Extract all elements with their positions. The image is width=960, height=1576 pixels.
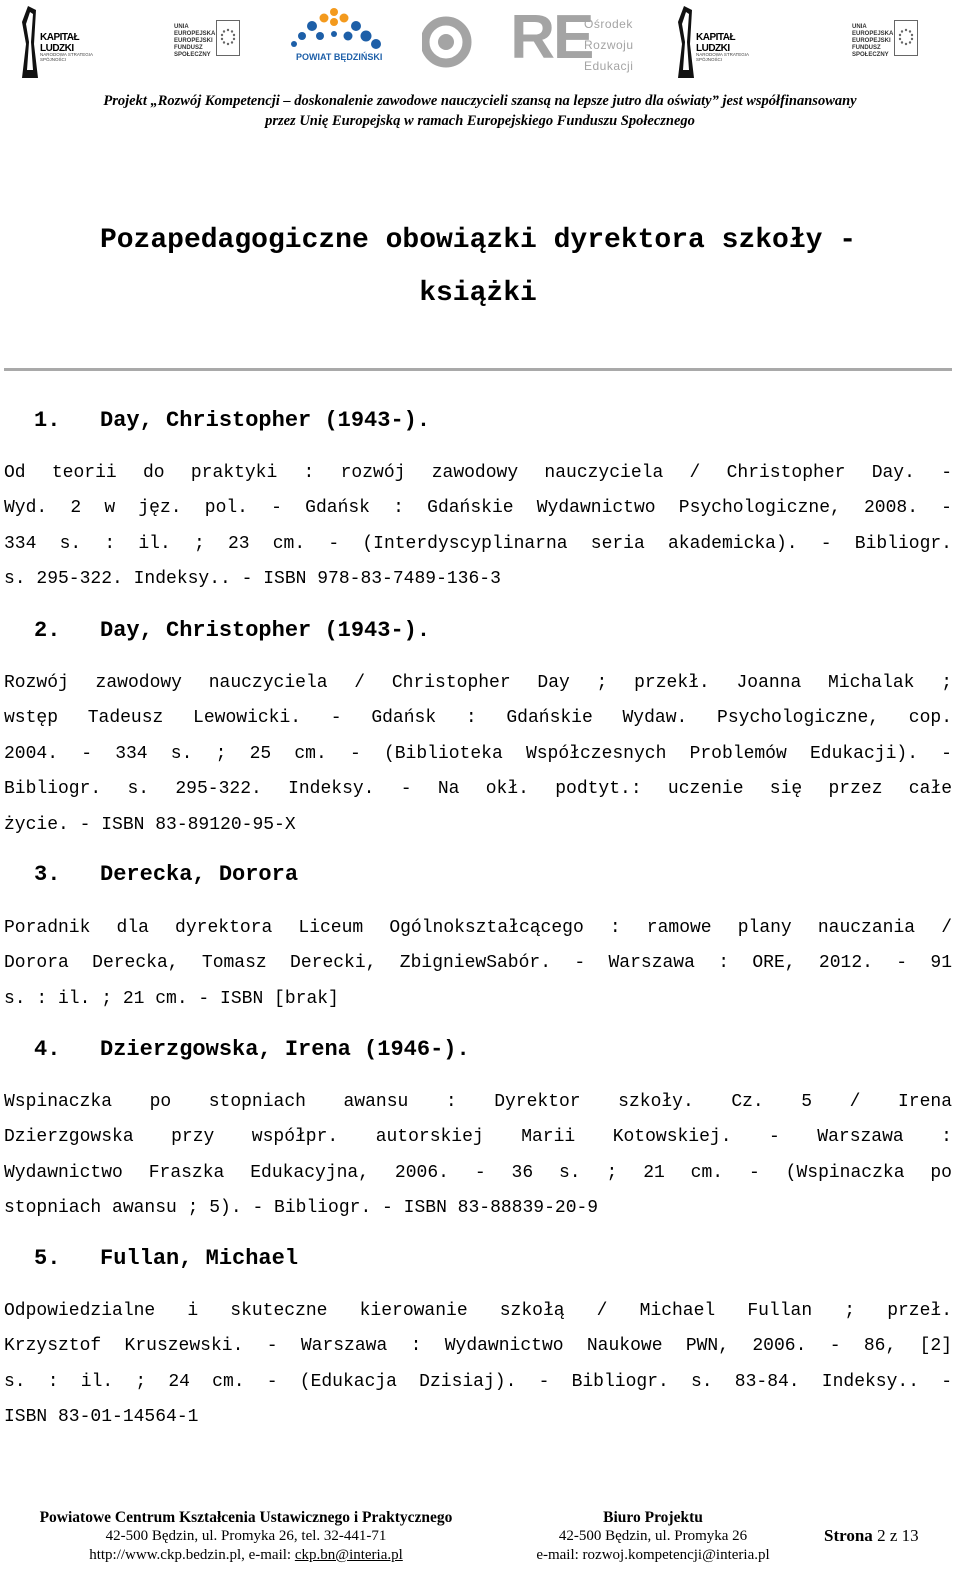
entry-line: 2004. - 334 s. ; 25 cm. - (Biblioteka Współczesnych Problemów Edukacji). - (4, 743, 952, 764)
kapital-ludzki-subtitle: NARODOWA STRATEGIA SPÓJNOŚCI (40, 52, 93, 62)
entry-line: Rozwój zawodowy nauczyciela / Christopher Day ; przekł. Joanna Michalak ; (4, 673, 952, 693)
footer-institution-name: Powiatowe Centrum Kształcenia Ustawicznego i Praktycznego (39, 1509, 453, 1526)
title-divider (4, 368, 952, 371)
entry-line: Wyd. 2 w jęz. pol. - Gdańsk : Gdańskie Wydawnictwo Psychologiczne, 2008. - (4, 498, 952, 519)
entry-description (4, 1085, 952, 1227)
entry-line: stopniach awansu ; 5). - Bibliogr. - ISBN 83-88839-20-9 (4, 1198, 599, 1219)
ore-line2: Rozwoju (584, 38, 634, 52)
entry-line: Dzierzgowska przy współpr. autorskiej Marii Kotowskiej. - Warszawa : (4, 1127, 952, 1148)
entry-heading: 3. Derecka, Dorora (34, 862, 299, 887)
entry-heading: 4. Dzierzgowska, Irena (1946-). (34, 1037, 470, 1062)
eu-flag-icon (894, 20, 918, 56)
footer-project-office (508, 1508, 798, 1565)
document-title-line-2: książki (419, 278, 537, 309)
project-line-1: Projekt „Rozwój Kompetencji – doskonalenie zawodowe nauczycieli szansą na lepsze jutro dla oświaty” jest współfinansowany (103, 93, 857, 109)
entry-line: Krzysztof Kruszewski. - Warszawa : Wydawnictwo Naukowe PWN, 2006. - 86, [2] (4, 1336, 952, 1357)
footer-office-address: 42-500 Będzin, ul. Promyka 26 (558, 1528, 748, 1544)
document-title-line-1: Pozapedagogiczne obowiązki dyrektora szkoły - (99, 225, 857, 256)
entry-line: życie. - ISBN 83-89120-95-X (4, 814, 296, 835)
entry-line: s. : il. ; 21 cm. - ISBN [brak] (4, 988, 339, 1009)
entry-line: s. : il. ; 24 cm. - (Edukacja Dzisiaj). - Bibliogr. s. 83-84. Indeksy.. - (4, 1371, 952, 1392)
footer-institution-address: 42-500 Będzin, ul. Promyka 26, tel. 32-441-71 (105, 1528, 387, 1544)
ore-logo-letters (464, 2, 592, 73)
footer-office-title: Biuro Projektu (603, 1509, 703, 1526)
kapital-ludzki-title: KAPITAŁ LUDZKI (40, 32, 80, 54)
page-footer (0, 1508, 960, 1568)
eu-logo-2 (852, 16, 918, 66)
kapital-ludzki-logo-2 (674, 4, 750, 78)
entry-line: Poradnik dla dyrektora Liceum Ogólnokształcącego : ramowe plany nauczania / (4, 918, 952, 938)
project-statement (0, 91, 960, 131)
entry-description (4, 911, 952, 1017)
entry-description (4, 1294, 952, 1436)
footer-institution (18, 1508, 474, 1565)
page-number (824, 1526, 919, 1546)
entry-line: s. 295-322. Indeksy.. - ISBN 978-83-7489-136-3 (4, 569, 501, 590)
entry-line: wstęp Tadeusz Lewowicki. - Gdańsk : Gdańskie Wydaw. Psychologiczne, cop. (4, 708, 952, 729)
entry-heading: 1. Day, Christopher (1943-). (34, 408, 431, 433)
ore-logo-subtitle (584, 14, 634, 77)
ore-line1: Ośrodek (584, 17, 633, 31)
kapital-ludzki-logo (18, 4, 94, 78)
header-logos (0, 0, 960, 84)
footer-email-link[interactable]: ckp.bn@interia.pl (294, 1547, 403, 1563)
eu-logo-text-2: UNIA EUROPEJSKA EUROPEJSKI FUNDUSZ SPOŁECZNY (852, 24, 894, 58)
entry-line: Od teorii do praktyki : rozwój zawodowy nauczyciela / Christopher Day. - (4, 463, 952, 483)
ore-logo (422, 3, 662, 78)
page-label: Strona (824, 1526, 873, 1545)
entry-line: Odpowiedzialne i skuteczne kierowanie szkołą / Michael Fullan ; przeł. (4, 1301, 952, 1321)
entry-line: Wspinaczka po stopniach awansu : Dyrektor szkoły. Cz. 5 / Irena (4, 1092, 952, 1112)
footer-institution-contact (18, 1546, 474, 1565)
document-title (0, 214, 956, 320)
entry-heading: 2. Day, Christopher (1943-). (34, 618, 431, 643)
page-separator: z (889, 1526, 898, 1545)
ore-line3: Edukacji (584, 59, 634, 73)
entry-line: 334 s. : il. ; 23 cm. - (Interdyscyplinarna seria akademicka). - Bibliogr. (4, 533, 952, 554)
kapital-ludzki-emblem-icon (18, 4, 42, 80)
eu-logo (174, 16, 240, 66)
page-current: 2 (877, 1526, 886, 1545)
entry-description (4, 666, 952, 843)
kapital-ludzki-subtitle-2: NARODOWA STRATEGIA SPÓJNOŚCI (696, 52, 749, 62)
entry-heading: 5. Fullan, Michael (34, 1246, 299, 1271)
eu-logo-text: UNIA EUROPEJSKA EUROPEJSKI FUNDUSZ SPOŁECZNY (174, 24, 216, 58)
footer-website-text: http://www.ckp.bedzin.pl, e-mail: (89, 1547, 295, 1563)
entry-line: Dorora Derecka, Tomasz Derecki, ZbigniewSabór. - Warszawa : ORE, 2012. - 91 (4, 953, 952, 974)
page-total: 13 (901, 1526, 919, 1545)
powiat-dots-icon (284, 4, 384, 52)
entry-line: Wydawnictwo Fraszka Edukacyjna, 2006. - 36 s. ; 21 cm. - (Wspinaczka po (4, 1162, 952, 1183)
entry-line: Bibliogr. s. 295-322. Indeksy. - Na okł. podtyt.: uczenie się przez całe (4, 779, 952, 800)
entry-line: ISBN 83-01-14564-1 (4, 1407, 199, 1428)
powiat-bedzinski-logo (284, 4, 384, 68)
eu-flag-icon (216, 20, 240, 56)
kapital-ludzki-title-2: KAPITAŁ LUDZKI (696, 32, 736, 54)
footer-office-email: e-mail: rozwoj.kompetencji@interia.pl (536, 1547, 770, 1563)
kapital-ludzki-emblem-icon (674, 4, 698, 80)
project-line-2: przez Unię Europejską w ramach Europejskiego Funduszu Społecznego (265, 113, 695, 129)
ore-logo-re: RE (510, 3, 593, 72)
entry-description (4, 456, 952, 598)
powiat-logo-text: POWIAT BĘDZIŃSKI (296, 52, 383, 62)
